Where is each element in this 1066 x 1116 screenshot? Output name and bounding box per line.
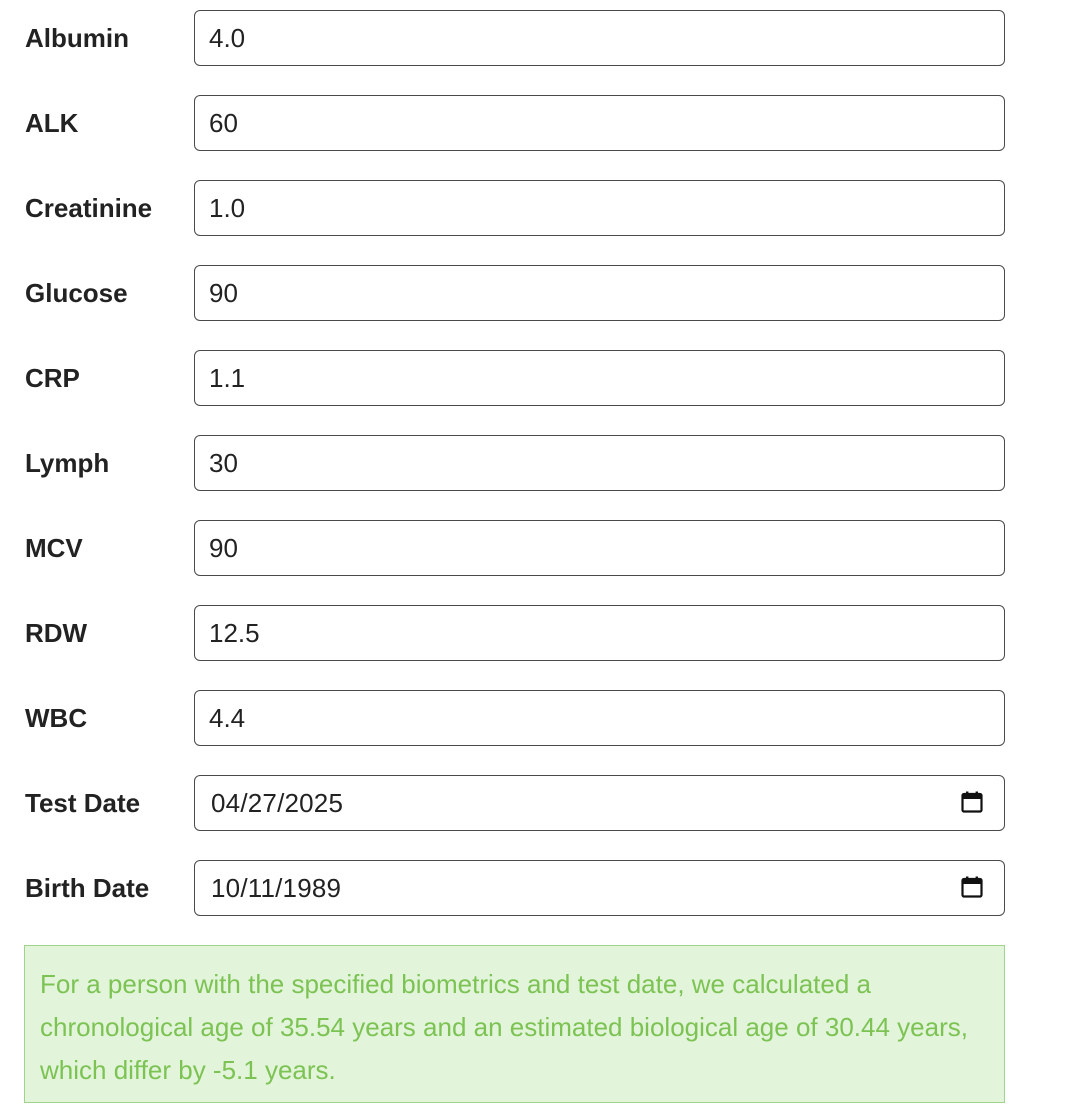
glucose-label: Glucose xyxy=(25,278,128,308)
glucose-field-box xyxy=(194,265,1005,321)
alk-field-box xyxy=(194,95,1005,151)
calendar-icon[interactable] xyxy=(960,875,984,899)
creatinine-field-box xyxy=(194,180,1005,236)
mcv-label: MCV xyxy=(25,533,83,563)
glucose-row xyxy=(0,265,1066,350)
albumin-input[interactable] xyxy=(195,11,1004,65)
lymph-field-box xyxy=(194,435,1005,491)
biometrics-form xyxy=(0,10,1066,945)
wbc-input[interactable] xyxy=(195,691,1004,745)
crp-field-box xyxy=(194,350,1005,406)
result-message xyxy=(24,945,1005,1103)
wbc-row xyxy=(0,690,1066,775)
crp-label: CRP xyxy=(25,363,80,393)
creatinine-label: Creatinine xyxy=(25,193,153,223)
crp-row xyxy=(0,350,1066,435)
wbc-label: WBC xyxy=(25,703,88,733)
test-date-field-box xyxy=(194,775,1005,831)
lymph-input[interactable] xyxy=(195,436,1004,490)
alk-row xyxy=(0,95,1066,180)
creatinine-input[interactable] xyxy=(195,181,1004,235)
mcv-field-box xyxy=(194,520,1005,576)
rdw-label: RDW xyxy=(25,618,88,648)
test-date-row xyxy=(0,775,1066,860)
alk-label: ALK xyxy=(25,108,79,138)
birth-date-label: Birth Date xyxy=(25,873,150,903)
rdw-input[interactable] xyxy=(195,606,1004,660)
creatinine-row xyxy=(0,180,1066,265)
rdw-field-box xyxy=(194,605,1005,661)
lymph-row xyxy=(0,435,1066,520)
birth-date-input[interactable] xyxy=(195,861,944,915)
birth-date-row xyxy=(0,860,1066,945)
albumin-row xyxy=(0,10,1066,95)
test-date-label: Test Date xyxy=(25,788,141,818)
alk-input[interactable] xyxy=(195,96,1004,150)
crp-input[interactable] xyxy=(195,351,1004,405)
albumin-field-box xyxy=(194,10,1005,66)
calendar-icon[interactable] xyxy=(960,790,984,814)
test-date-input[interactable] xyxy=(195,776,944,830)
birth-date-field-box xyxy=(194,860,1005,916)
glucose-input[interactable] xyxy=(195,266,1004,320)
wbc-field-box xyxy=(194,690,1005,746)
result-text: For a person with the specified biometrics and test date, we calculated a chronological age of 35.54 years and an estimated biological age of 30.44 years, which differ by -5.1 years. xyxy=(40,969,968,1085)
lymph-label: Lymph xyxy=(25,448,110,478)
mcv-row xyxy=(0,520,1066,605)
mcv-input[interactable] xyxy=(195,521,1004,575)
rdw-row xyxy=(0,605,1066,690)
albumin-label: Albumin xyxy=(25,23,129,53)
